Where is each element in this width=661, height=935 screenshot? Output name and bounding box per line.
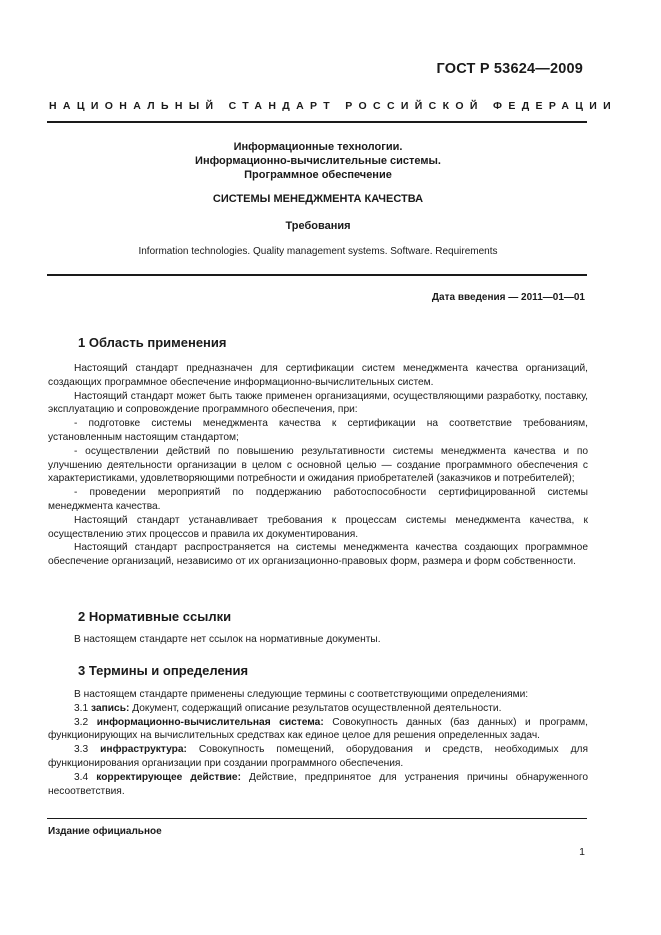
term-number: 3.2 xyxy=(74,716,89,728)
title-line: Программное обеспечение xyxy=(244,169,392,181)
list-item: - подготовке системы менеджмента качества к сертификации на соответствие требованиям, установленным настоящим стандартом; xyxy=(48,418,588,443)
term-definition xyxy=(48,702,588,716)
term-number: 3.1 xyxy=(74,702,89,714)
section-body xyxy=(48,688,588,798)
paragraph: Настоящий стандарт может быть также применен организациями, осуществляющими разработку, поставку, эксплуатацию и сопровождение программного обеспечения, при: xyxy=(48,390,588,416)
list-item: - проведении мероприятий по поддержанию работоспособности сертифицированной системы менеджмента качества. xyxy=(48,487,588,512)
title-rule xyxy=(47,274,587,276)
section-body xyxy=(48,362,588,569)
national-standard-banner: НАЦИОНАЛЬНЫЙ СТАНДАРТ РОССИЙСКОЙ ФЕДЕРАЦИИ xyxy=(49,100,618,112)
paragraph: Настоящий стандарт устанавливает требования к процессам системы менеджмента качества, к осуществлению этих процессов и правила их документирования. xyxy=(48,514,588,540)
definition: Действие, предпринятое для устранения причины обнаруженного несоответствия. xyxy=(48,771,588,797)
footer-rule xyxy=(47,818,587,819)
paragraph: В настоящем стандарте применены следующие термины с соответствующими определениями: xyxy=(74,689,529,700)
section-heading: 3 Термины и определения xyxy=(78,663,249,678)
paragraph: Настоящий стандарт предназначен для сертификации систем менеджмента качества организаций, создающих программное обеспечение информационно-вычислительных систем. xyxy=(48,363,588,388)
header-rule xyxy=(47,121,587,123)
gost-number: ГОСТ Р 53624—2009 xyxy=(436,61,583,77)
title-line: Информационно-вычислительные системы. xyxy=(195,155,441,167)
english-title: Information technologies. Quality management systems. Software. Requirements xyxy=(138,246,498,257)
term-definition xyxy=(48,743,588,771)
section-heading: 2 Нормативные ссылки xyxy=(78,609,232,624)
paragraph: В настоящем стандарте нет ссылок на нормативные документы. xyxy=(74,634,381,645)
term-definition xyxy=(48,771,588,799)
term: информационно-вычислительная система: xyxy=(96,716,324,728)
document-title xyxy=(48,140,588,182)
term: корректирующее действие: xyxy=(96,771,241,783)
term-number: 3.4 xyxy=(74,771,89,783)
page-number: 1 xyxy=(579,846,585,858)
section-heading: 1 Область применения xyxy=(78,335,227,350)
introduction-date: Дата введения — 2011—01—01 xyxy=(431,292,585,303)
paragraph: Настоящий стандарт распространяется на системы менеджмента качества создающих программное обеспечение организаций, независимо от их организационно-правовых форм, размера и форм собственности. xyxy=(48,542,588,568)
standard-subtitle: Требования xyxy=(285,220,351,232)
term-definition xyxy=(48,716,588,744)
definition: Совокупность помещений, оборудования и средств, необходимых для функционирования организации при создании программного обеспечения. xyxy=(48,744,588,769)
term: запись: xyxy=(91,702,130,714)
standard-name: СИСТЕМЫ МЕНЕДЖМЕНТА КАЧЕСТВА xyxy=(212,193,424,205)
definition: Документ, содержащий описание результатов осуществленной деятельности. xyxy=(129,702,502,714)
edition-note: Издание официальное xyxy=(48,826,162,837)
section-body xyxy=(48,633,588,647)
term-number: 3.3 xyxy=(74,744,89,756)
list-item: - осуществлении действий по повышению результативности системы менеджмента качества и по улучшению деятельности организации в целом с основной целью — создание программного обеспечения с характеристиками, удовлетворяющими потребности и ожидания приобретателей (заказчиков и потребителей); xyxy=(48,445,588,485)
title-line: Информационные технологии. xyxy=(233,141,403,153)
term: инфраструктура: xyxy=(100,744,187,756)
definition: Совокупность данных (баз данных) и программ, функционирующих на вычислительных средствах как единое целое для решения определенных задач. xyxy=(48,716,588,742)
